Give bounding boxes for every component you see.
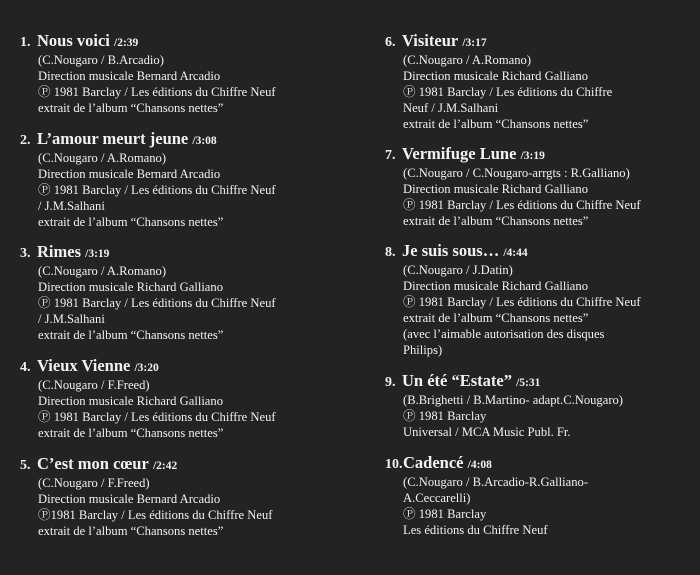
track-number: 6.: [385, 35, 396, 50]
credit-line: Ⓟ 1981 Barclay / Les éditions du Chiffre Neuf: [403, 294, 641, 309]
track-4: [20, 356, 276, 442]
track-6: [385, 31, 612, 133]
credit-line: Neuf / J.M.Salhani: [403, 100, 499, 115]
track-credits: [20, 151, 276, 231]
credit-line: extrait de l’album “Chansons nettes”: [38, 523, 224, 538]
track-title: C’est mon cœur: [37, 454, 149, 473]
credit-line: (C.Nougaro / F.Freed): [38, 378, 150, 392]
credit-line: A.Ceccarelli): [403, 490, 471, 505]
track-1: [20, 31, 276, 117]
credit-line: (avec l’aimable autorisation des disques: [403, 326, 605, 341]
track-number: 1.: [20, 35, 31, 50]
track-credits: [385, 393, 623, 441]
track-duration: /3:08: [192, 135, 217, 147]
credit-line: / J.M.Salhani: [38, 311, 105, 326]
track-9: [385, 371, 623, 441]
credit-line: Philips): [403, 342, 443, 357]
track-duration: /3:17: [462, 37, 487, 49]
credit-line: Direction musicale Richard Galliano: [38, 279, 223, 294]
credit-line: Ⓟ 1981 Barclay / Les éditions du Chiffre: [403, 84, 613, 99]
credit-line: (C.Nougaro / F.Freed): [38, 476, 150, 490]
track-title-line: [385, 453, 588, 475]
credit-line: extrait de l’album “Chansons nettes”: [403, 310, 589, 325]
track-10: [385, 453, 588, 539]
track-title: Vieux Vienne: [37, 356, 131, 375]
credit-line: Direction musicale Bernard Arcadio: [38, 166, 221, 181]
credit-line: Direction musicale Richard Galliano: [38, 393, 223, 408]
track-title-line: [385, 241, 641, 263]
credit-line: extrait de l’album “Chansons nettes”: [38, 425, 224, 440]
credit-line: Ⓟ 1981 Barclay / Les éditions du Chiffre Neuf: [38, 409, 276, 424]
credit-line: Les éditions du Chiffre Neuf: [403, 522, 548, 537]
track-title: Rimes: [37, 242, 81, 261]
credit-line: (C.Nougaro / B.Arcadio-R.Galliano-: [403, 475, 589, 489]
credit-line: / J.M.Salhani: [38, 198, 105, 213]
track-number: 2.: [20, 133, 31, 148]
track-title: Vermifuge Lune: [402, 144, 517, 163]
track-duration: /3:19: [520, 150, 545, 162]
track-number: 8.: [385, 245, 396, 260]
track-number: 4.: [20, 360, 31, 375]
credit-line: Direction musicale Richard Galliano: [403, 68, 588, 83]
track-title-line: [20, 356, 276, 378]
credit-line: Direction musicale Bernard Arcadio: [38, 491, 221, 506]
credit-line: (C.Nougaro / A.Romano): [38, 151, 167, 165]
credit-line: extrait de l’album “Chansons nettes”: [38, 100, 224, 115]
credit-line: Ⓟ1981 Barclay / Les éditions du Chiffre Neuf: [38, 507, 273, 522]
track-title-line: [20, 454, 272, 476]
track-title: Je suis sous…: [402, 241, 500, 260]
track-title-line: [385, 144, 641, 166]
track-credits: [385, 53, 612, 133]
credit-line: Universal / MCA Music Publ. Fr.: [403, 424, 571, 439]
track-number: 3.: [20, 246, 31, 261]
track-5: [20, 454, 272, 540]
credit-line: (C.Nougaro / A.Romano): [38, 264, 167, 278]
credit-line: extrait de l’album “Chansons nettes”: [403, 213, 589, 228]
track-duration: /2:42: [152, 460, 178, 472]
credit-line: Ⓟ 1981 Barclay / Les éditions du Chiffre Neuf: [38, 295, 276, 310]
track-title-line: [385, 371, 623, 393]
track-duration: /4:44: [503, 247, 528, 259]
credit-line: (C.Nougaro / A.Romano): [403, 53, 532, 67]
credit-line: (C.Nougaro / B.Arcadio): [38, 53, 164, 67]
credit-line: Direction musicale Richard Galliano: [403, 181, 588, 196]
credit-line: Direction musicale Richard Galliano: [403, 278, 588, 293]
credit-line: extrait de l’album “Chansons nettes”: [403, 116, 589, 131]
track-title: Un été “Estate”: [402, 371, 512, 390]
track-duration: /3:20: [134, 362, 159, 374]
track-number: 5.: [20, 458, 31, 473]
track-3: [20, 242, 276, 344]
credit-line: (C.Nougaro / C.Nougaro-arrgts : R.Galliano): [403, 166, 630, 180]
credit-line: Ⓟ 1981 Barclay: [403, 408, 487, 423]
track-title: Nous voici: [37, 31, 110, 50]
track-number: 10.: [385, 457, 403, 472]
track-7: [385, 144, 641, 230]
credit-line: extrait de l’album “Chansons nettes”: [38, 214, 224, 229]
track-credits: [20, 476, 272, 540]
track-number: 9.: [385, 375, 396, 390]
credit-line: extrait de l’album “Chansons nettes”: [38, 327, 224, 342]
track-credits: [385, 166, 641, 230]
credit-line: Direction musicale Bernard Arcadio: [38, 68, 221, 83]
track-title-line: [20, 129, 276, 151]
credit-line: (B.Brighetti / B.Martino- adapt.C.Nougaro): [403, 393, 624, 407]
track-credits: [20, 53, 276, 117]
track-8: [385, 241, 641, 358]
track-title-line: [20, 242, 276, 264]
credit-line: Ⓟ 1981 Barclay / Les éditions du Chiffre Neuf: [403, 197, 641, 212]
track-number: 7.: [385, 148, 396, 163]
track-2: [20, 129, 276, 231]
track-title-line: [20, 31, 276, 53]
track-credits: [20, 378, 276, 442]
credit-line: (C.Nougaro / J.Datin): [403, 263, 513, 277]
track-credits: [385, 263, 641, 358]
track-title: L’amour meurt jeune: [37, 129, 189, 148]
track-title: Cadencé: [403, 453, 464, 472]
credit-line: Ⓟ 1981 Barclay: [403, 506, 487, 521]
credit-line: Ⓟ 1981 Barclay / Les éditions du Chiffre Neuf: [38, 182, 276, 197]
track-duration: /3:19: [85, 248, 110, 260]
track-duration: /4:08: [467, 459, 492, 471]
track-title-line: [385, 31, 612, 53]
track-duration: /2:39: [114, 37, 139, 49]
track-credits: [385, 475, 588, 539]
credit-line: Ⓟ 1981 Barclay / Les éditions du Chiffre Neuf: [38, 84, 276, 99]
track-duration: /5:31: [516, 377, 541, 389]
track-credits: [20, 264, 276, 344]
track-title: Visiteur: [402, 31, 459, 50]
